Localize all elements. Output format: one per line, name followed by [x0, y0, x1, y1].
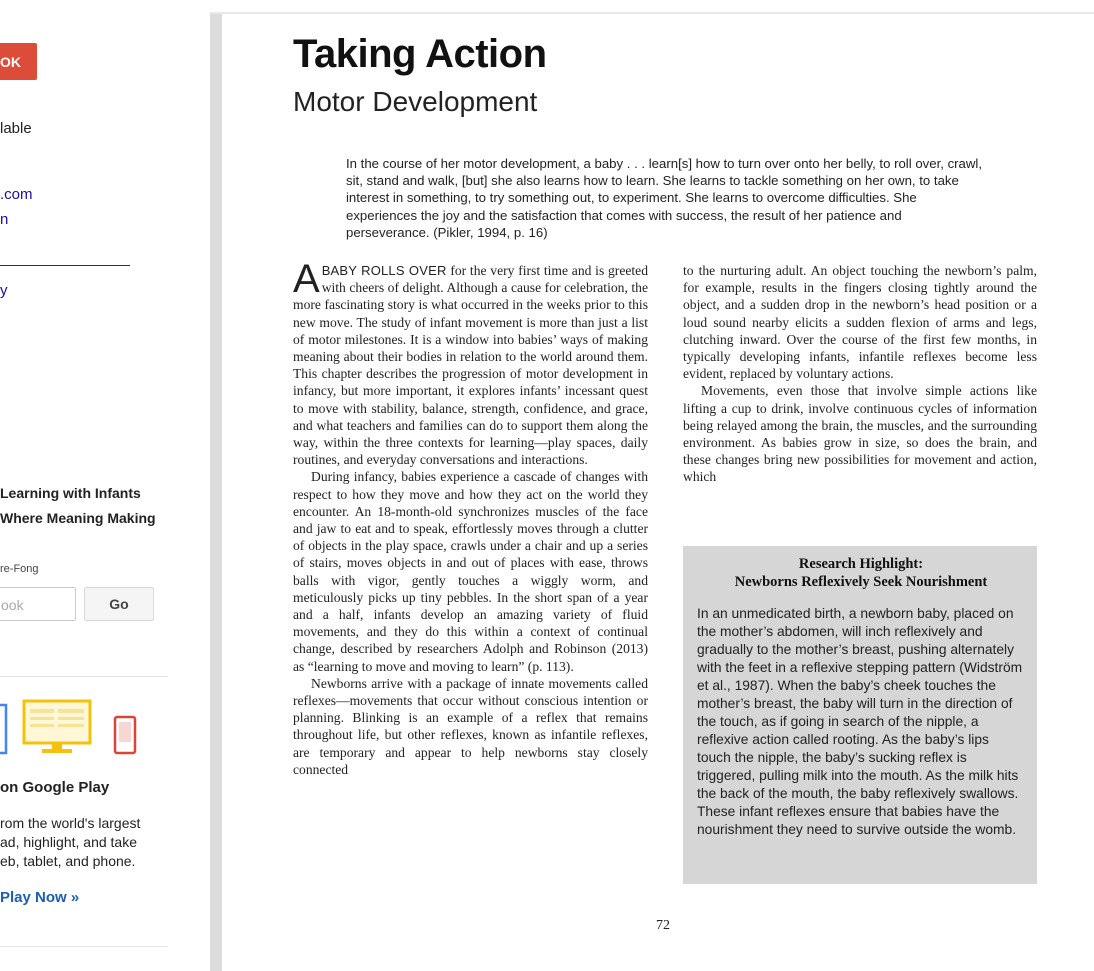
paragraph-1: ABABY ROLLS OVER for the very first time and is greeted with cheers of delight. Although a cause for celebration, the more fascinating story is what occurred in the weeks prior to this new move. The study of infant movement is more than just a list of motor milestones. It is a window into babies’ ways of making meaning about their bodies in relation to the world around them. This chapter describes the progression of motor development in infancy, but more important, it explores infants’ incessant quest to move with stability, balance, strength, confidence, and grace, and what teachers and families can do to support them along the way, within the three contexts for learning—play spaces, daily routines, and everyday conversations and interactions.: [293, 257, 648, 468]
availability-text: lable: [0, 120, 32, 137]
book-page: [222, 14, 1094, 971]
paragraph-2: During infancy, babies experience a cascade of changes with respect to how they move and how they act on the world they encounter. An 18-month-old synchronizes muscles of the face and jaw to eat and to speak, effortlessly moves through a clutter of objects in the play space, crawls under a chair and up a series of stairs, moves objects in and out of places with ease, throws balls with vigor, gently touches a wiggly worm, and meticulously picks up tiny pebbles. In the short span of a year and a half, infants develop an amazing variety of fluid movements, and they do this within a context of continual change, described by researchers Adolph and Robinson (2013) as “learning to move and moving to learn” (p. 113).: [293, 469, 648, 674]
book-title-line-2: Where Meaning Making: [0, 510, 156, 526]
seller-link-2[interactable]: n: [0, 211, 9, 228]
book-title-line-1: Learning with Infants: [0, 485, 141, 501]
viewer-gutter: [210, 14, 222, 971]
epigraph: In the course of her motor development, a baby . . . learn[s] how to turn over onto her belly, to roll over, crawl, sit, stand and walk, [but] she also learns how to learn. She learns to tackle something on her own, to take interest in something, to try something out, to experiment. She learns to overcome difficulties. She experiences the joy and the satisfaction that comes with success, the result of her patience and perseverance. (Pikler, 1994, p. 16): [346, 156, 983, 240]
google-play-description: rom the world's largest ad, highlight, and take eb, tablet, and phone.: [0, 815, 141, 869]
right-column: [683, 262, 1037, 486]
lead-in-caps: BABY ROLLS OVER: [321, 263, 447, 278]
section-divider: [0, 676, 168, 677]
get-ebook-button[interactable]: OK: [0, 43, 37, 80]
research-highlight-box: [683, 546, 1037, 884]
highlight-body: In an unmedicated birth, a newborn baby, placed on the mother’s abdomen, will inch reflexively and gradually to the mother’s breast, pushing alternately with the feet in a reflexive stepping pattern (Widström et al., 1987). When the baby’s cheek touches the mother’s breast, the baby will turn in the direction of the touch, as if going in search of the nipple, a reflexive action called rooting. As the baby’s lips touch the nipple, the baby’s sucking reflex is triggered, pulling milk into the mouth. As the milk hits the back of the mouth, the baby reflexively swallows. These infant reflexes ensure that babies have the nourishment they need to survive outside the womb.: [697, 606, 1023, 837]
chapter-title: Taking Action: [293, 32, 547, 76]
page-number: 72: [656, 918, 670, 933]
seller-link-1[interactable]: .com: [0, 186, 33, 203]
drop-cap: A: [293, 257, 320, 301]
paragraph-3: Newborns arrive with a package of innate movements called reflexes—movements that occur without conscious intention or planning. Blinking is an example of a reflex that remains throughout life, but other reflexes, known as infantile reflexes, are temporary and appear to help newborns stay closely connected: [293, 675, 648, 777]
paragraph-4: to the nurturing adult. An object touching the newborn’s palm, for example, results in the fingers closing tightly around the object, and a sudden drop in the newborn’s head position or a loud sound nearby elicits a sudden flexion of arms and legs, clutching inward. Over the course of the first few months, in typically developing infants, infantile reflexes become less evident, replaced by voluntary actions.: [683, 263, 1037, 382]
paragraph-5: Movements, even those that involve simple actions like lifting a cup to drink, involve continuous cycles of information being relayed among the brain, the muscles, and the surrounding environment. As babies grow in size, so does the brain, and these changes bring new possibilities for movement and action, which: [683, 383, 1037, 485]
more-link[interactable]: y: [0, 282, 8, 299]
play-now-link[interactable]: Play Now »: [0, 889, 80, 906]
left-column: [293, 257, 648, 778]
author-name: re-Fong: [0, 563, 39, 575]
divider-line: [0, 265, 130, 266]
devices-icon: [0, 697, 150, 757]
chapter-subtitle: Motor Development: [293, 86, 538, 117]
search-in-book-input[interactable]: ook: [0, 587, 76, 621]
highlight-title: Research Highlight: Newborns Reflexively Seek Nourishment: [734, 556, 988, 590]
bottom-divider: [0, 946, 168, 947]
sidebar: [0, 0, 210, 971]
go-button[interactable]: Go: [84, 587, 154, 621]
google-play-title: on Google Play: [0, 779, 110, 796]
